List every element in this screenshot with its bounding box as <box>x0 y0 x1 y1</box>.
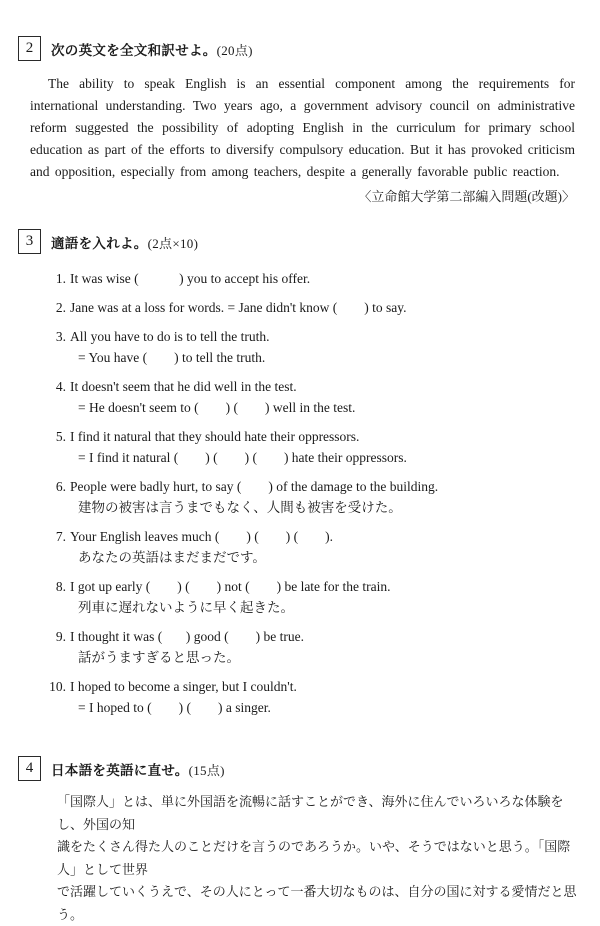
question-number: 10. <box>49 679 66 694</box>
section-2-points: (20点) <box>216 42 253 58</box>
question-item-8 <box>46 576 600 618</box>
question-translation-ja: 話がうますぎると思った。 <box>78 650 240 665</box>
question-line <box>46 576 600 597</box>
question-line <box>46 297 600 318</box>
japanese-passage <box>57 791 580 926</box>
question-number: 8. <box>55 579 66 594</box>
question-list <box>0 268 600 718</box>
section-4-header <box>18 756 600 781</box>
question-number: 7. <box>55 529 66 544</box>
section-2-header <box>18 36 600 61</box>
question-text: It was wise ( ) you to accept his offer. <box>70 271 311 286</box>
question-text: People were badly hurt, to say ( ) of the damage to the building. <box>70 479 439 494</box>
question-text: All you have to do is to tell the truth. <box>70 329 270 344</box>
question-item-5 <box>46 426 600 468</box>
japanese-passage-line: 識をたくさん得た人のことだけを言うのであろうか。いや、そうではないと思う。「国際人」として世界 <box>57 839 571 877</box>
question-item-9 <box>46 626 600 668</box>
question-line <box>46 426 600 447</box>
question-number: 3. <box>55 329 66 344</box>
section-2 <box>0 0 600 205</box>
question-number: 1. <box>55 271 66 286</box>
section-3-title <box>51 232 198 252</box>
question-number: 6. <box>55 479 66 494</box>
question-number: 2. <box>55 300 66 315</box>
source-attribution: 〈立命館大学第二部編入問題(改題)〉 <box>358 189 575 204</box>
question-continuation: = He doesn't seem to ( ) ( ) well in the test. <box>78 400 356 415</box>
question-continuation: = You have ( ) to tell the truth. <box>78 350 266 365</box>
question-item-10 <box>46 676 600 718</box>
question-translation-ja: 列車に遅れないように早く起きた。 <box>78 600 294 615</box>
question-number: 5. <box>55 429 66 444</box>
japanese-passage-line: で活躍していくうえで、その人にとって一番大切なものは、自分の国に対する愛情だと思う。 <box>57 884 577 922</box>
question-item-6 <box>46 476 600 518</box>
section-4 <box>0 756 600 926</box>
section-2-number-box: 2 <box>18 36 41 61</box>
question-number: 9. <box>55 629 66 644</box>
question-text: I hoped to become a singer, but I couldn't. <box>70 679 297 694</box>
section-2-title <box>51 39 253 59</box>
question-translation-ja: 建物の被害は言うまでもなく、人間も被害を受けた。 <box>78 500 402 515</box>
question-text: I find it natural that they should hate their oppressors. <box>70 429 360 444</box>
section-4-title-text: 日本語を英語に直せ。 <box>51 762 189 778</box>
question-item-4 <box>46 376 600 418</box>
question-text: Jane was at a loss for words. = Jane didn't know ( ) to say. <box>70 300 407 315</box>
section-4-points: (15点) <box>188 762 225 778</box>
question-number: 4. <box>55 379 66 394</box>
section-4-number-box: 4 <box>18 756 41 781</box>
question-line <box>46 476 600 497</box>
section-3 <box>0 229 600 718</box>
section-4-title <box>51 759 225 779</box>
english-passage: The ability to speak English is an essential component among the requirements for international understanding. Two years ago, a government advisory council on administrative reform suggested the possibility of adopting English in the curriculum for primary school education as part of the efforts to diversify compulsory education. But it has provoked criticism and opposition, especially from among teachers, despite a generally favorable public reaction. <box>30 76 575 179</box>
question-text: Your English leaves much ( ) ( ) ( ). <box>70 529 333 544</box>
section-2-title-text: 次の英文を全文和訳せよ。 <box>51 42 217 58</box>
question-item-3 <box>46 326 600 368</box>
question-line <box>46 376 600 397</box>
question-item-2 <box>46 297 600 318</box>
question-line <box>46 676 600 697</box>
section-3-points: (2点×10) <box>147 235 199 251</box>
question-translation-ja: あなたの英語はまだまだです。 <box>78 550 266 565</box>
question-item-1 <box>46 268 600 289</box>
question-text: It doesn't seem that he did well in the test. <box>70 379 297 394</box>
question-text: I thought it was ( ) good ( ) be true. <box>70 629 304 644</box>
question-continuation: = I hoped to ( ) ( ) a singer. <box>78 700 271 715</box>
section-3-number-box: 3 <box>18 229 41 254</box>
question-continuation: = I find it natural ( ) ( ) ( ) hate their oppressors. <box>78 450 407 465</box>
section-3-title-text: 適語を入れよ。 <box>51 235 148 251</box>
question-line <box>46 526 600 547</box>
question-item-7 <box>46 526 600 568</box>
section-3-header <box>18 229 600 254</box>
question-text: I got up early ( ) ( ) not ( ) be late for the train. <box>70 579 391 594</box>
japanese-passage-line: 「国際人」とは、単に外国語を流暢に話すことができ、海外に住んでいろいろな体験をし、外国の知 <box>57 794 564 832</box>
question-line <box>46 326 600 347</box>
question-line <box>46 268 600 289</box>
question-line <box>46 626 600 647</box>
